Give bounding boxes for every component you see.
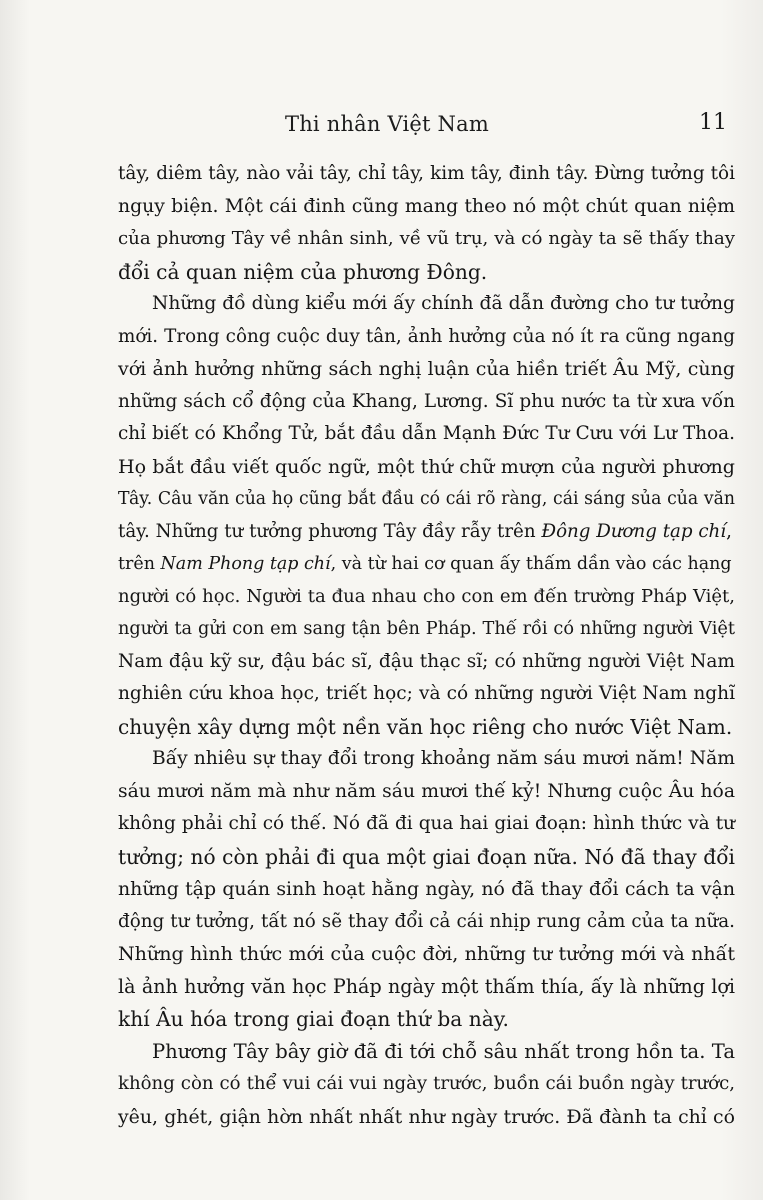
text-line: là ảnh hưởng văn học Pháp ngày một thấm thía, ấy là những lợi (118, 974, 735, 998)
text-line: tưởng; nó còn phải đi qua một giai đoạn nữa. Nó đã thay đổi (118, 844, 735, 869)
text-line: người có học. Người ta đua nhau cho con em đến trường Pháp Việt, (118, 585, 735, 607)
text-line: chuyện xây dựng một nền văn học riêng cho nước Việt Nam. (118, 714, 733, 739)
running-header (0, 108, 763, 138)
text-line: yêu, ghét, giận hờn nhất nhất như ngày trước. Đã đành ta chỉ có (118, 1105, 735, 1128)
text-line: Những hình thức mới của cuộc đời, những tư tưởng mới và nhất (118, 943, 735, 965)
text-line: ngụy biện. Một cái đinh cũng mang theo nó một chút quan niệm (118, 195, 735, 217)
text-line: Bấy nhiêu sự thay đổi trong khoảng năm sáu mươi năm! Năm (152, 748, 735, 769)
text-line: đổi cả quan niệm của phương Đông. (118, 259, 488, 284)
text-line: của phương Tây về nhân sinh, về vũ trụ, và có ngày ta sẽ thấy thay (118, 228, 735, 249)
text-line: Nam đậu kỹ sư, đậu bác sĩ, đậu thạc sĩ; có những người Việt Nam (118, 650, 735, 672)
body-text (118, 158, 735, 1133)
text-line: không phải chỉ có thế. Nó đã đi qua hai giai đoạn: hình thức và tư (118, 813, 735, 834)
paragraph-3 (118, 743, 735, 1036)
paragraph-4 (118, 1036, 735, 1134)
text-line: những sách cổ động của Khang, Lương. Sĩ phu nước ta từ xưa vốn (118, 390, 735, 412)
paragraph-2 (118, 288, 735, 743)
text-run: trên (118, 554, 161, 574)
text-line: sáu mươi năm mà như năm sáu mươi thế kỷ! Nhưng cuộc Âu hóa (118, 780, 735, 802)
text-line: tây, diêm tây, nào vải tây, chỉ tây, kim tây, đinh tây. Đừng tưởng tôi (118, 163, 735, 184)
text-line: không còn có thể vui cái vui ngày trước, buồn cái buồn ngày trước, (118, 1073, 735, 1094)
text-line: với ảnh hưởng những sách nghị luận của hiền triết Âu Mỹ, cùng (118, 358, 735, 380)
publication-title: Đông Dương tạp chí (541, 520, 727, 542)
text-line: Họ bắt đầu viết quốc ngữ, một thứ chữ mượn của người phương (118, 455, 735, 478)
header-title: Thi nhân Việt Nam (285, 112, 489, 136)
text-line: nghiên cứu khoa học, triết học; và có những người Việt Nam nghĩ (118, 683, 735, 704)
text-run: , và từ hai cơ quan ấy thấm dần vào các hạng (330, 554, 732, 574)
text-line-with-italic (118, 516, 735, 549)
text-line: người ta gửi con em sang tận bên Pháp. Thế rồi có những người Việt (118, 619, 735, 639)
publication-title: Nam Phong tạp chí (160, 554, 331, 574)
text-line: những tập quán sinh hoạt hằng ngày, nó đã thay đổi cách ta vận (118, 878, 735, 900)
page-number: 11 (699, 110, 727, 135)
text-line: khí Âu hóa trong giai đoạn thứ ba này. (118, 1007, 509, 1031)
text-line: mới. Trong công cuộc duy tân, ảnh hưởng của nó ít ra cũng ngang (118, 325, 735, 347)
paragraph-1 (118, 158, 735, 288)
text-run: tây. Những tư tưởng phương Tây đầy rẫy trên (118, 520, 542, 542)
text-line-with-italic (118, 548, 735, 581)
text-line: Tây. Câu văn của họ cũng bắt đầu có cái rõ ràng, cái sáng sủa của văn (118, 489, 735, 509)
text-line: Phương Tây bây giờ đã đi tới chỗ sâu nhất trong hồn ta. Ta (152, 1039, 735, 1063)
text-line: chỉ biết có Khổng Tử, bắt đầu dẫn Mạnh Đức Tư Cưu với Lư Thoa. (118, 423, 735, 444)
text-line: động tư tưởng, tất nó sẽ thay đổi cả cái nhịp rung cảm của ta nữa. (118, 910, 735, 932)
text-line: Những đồ dùng kiểu mới ấy chính đã dẫn đường cho tư tưởng (152, 293, 735, 314)
text-run: , (726, 520, 732, 542)
